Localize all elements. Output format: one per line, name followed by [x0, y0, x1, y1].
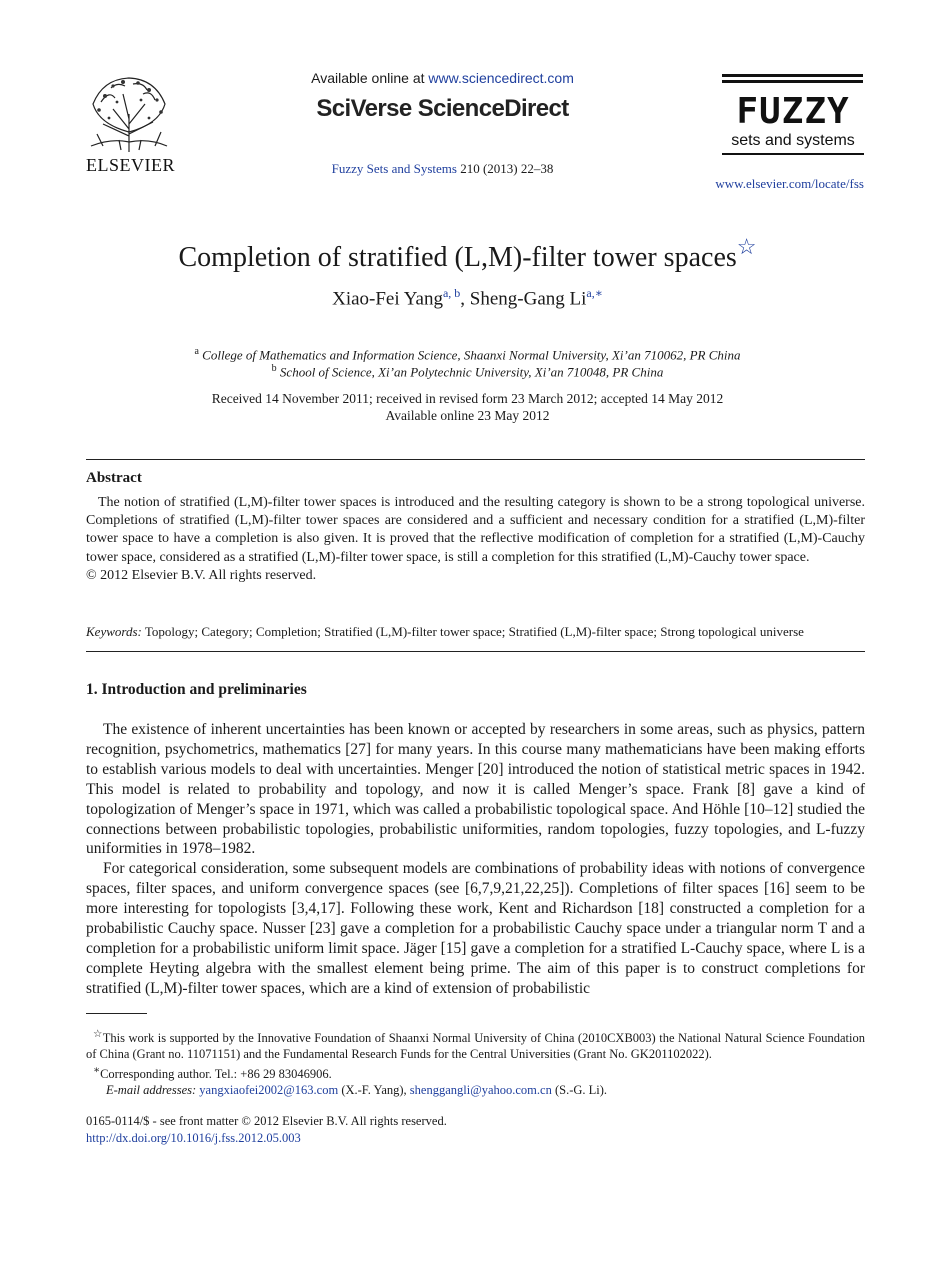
funding-footnote — [86, 1027, 865, 1063]
abstract-body — [86, 494, 865, 585]
author-affiliation-marks[interactable]: a,∗ — [586, 286, 603, 300]
section-heading: 1. Introduction and preliminaries — [86, 681, 307, 698]
corresponding-author-footnote — [86, 1063, 865, 1082]
abstract-copyright: © 2012 Elsevier B.V. All rights reserved. — [86, 567, 317, 583]
front-matter — [86, 1113, 447, 1147]
journal-logo-subtitle: sets and systems — [731, 132, 855, 149]
paragraph: For categorical consideration, some subsequent models are combinations of probability ideas with notions of convergence spaces, filter spaces, and uniform convergence spaces (see [6,7,9,21,22,25]). Completions of filter spaces [16] seem to be more interesting for topologists [3,4,17]. Following these work, Kent and Richardson [18] constructed a completion for a probabilistic Cauchy space. Nusser [23] gave a completion for a probabilistic Cauchy space under a triangular norm T and a completion for a probabilistic uniform limit space. Jäger [15] gave a completion for a stratified L-Cauchy space, where L is a complete Heyting algebra with the smallest element being prime. The aim of this paper is to construct completions for stratified (L,M)-filter tower spaces, which are a kind of extension of probabilistic — [86, 860, 865, 997]
email-footnote — [86, 1082, 865, 1098]
platform-wordmark: SciVerse ScienceDirect — [316, 95, 569, 122]
keywords-bottom-rule — [86, 651, 865, 652]
email-owner: (X.-F. Yang), — [338, 1083, 410, 1098]
affiliation-b — [0, 363, 935, 380]
email-link[interactable]: shenggangli@yahoo.com.cn — [409, 1083, 552, 1098]
section-body — [86, 720, 865, 999]
affiliation-mark: b — [271, 363, 277, 374]
abstract-text: The notion of stratified (L,M)-filter tower spaces is introduced and the resulting category is shown to be a strong topological universe. Completions of stratified (L,M)-filter tower spaces are considered and a sufficient and necessary condition for a stratified (L,M)-filter tower space to have a completion is also given. It is proved that the reflective modification of completion for a stratified (L,M)-Cauchy tower space, considered as a stratified (L,M)-filter tower space, is still a completion for this stratified (L,M)-Cauchy tower space. — [86, 495, 865, 565]
doi-link[interactable]: http://dx.doi.org/10.1016/j.fss.2012.05.003 — [86, 1131, 301, 1145]
article-title-text: Completion of stratified (L,M)-filter tower spaces — [178, 242, 737, 273]
keywords-list: Topology; Category; Completion; Stratified (L,M)-filter tower space; Stratified (L,M)-filter space; Strong topological universe — [141, 624, 804, 639]
article-title — [0, 234, 935, 274]
author-name: Xiao-Fei Yang — [332, 288, 443, 310]
keywords-label: Keywords: — [86, 624, 142, 639]
journal-homepage-link[interactable]: www.elsevier.com/locate/fss — [715, 176, 864, 191]
received-dates: Received 14 November 2011; received in revised form 23 March 2012; accepted 14 May 2012 — [211, 391, 724, 406]
affiliation-mark: a — [194, 346, 199, 357]
footnote-asterisk-icon: ∗ — [93, 1064, 101, 1076]
available-online-date: Available online 23 May 2012 — [385, 408, 550, 423]
abstract-top-rule — [86, 459, 865, 460]
author-affiliation-marks[interactable]: a, b — [442, 286, 461, 300]
title-footnote-star-icon[interactable]: ☆ — [736, 234, 757, 259]
paragraph: The existence of inherent uncertainties has been known or accepted by researchers in some areas, such as physics, pattern recognition, psychometrics, mathematics [27] for many years. In this course many mathematicians have been making efforts to establish various models to deal with uncertainties. Menger [20] introduced the notion of statistical metric spaces in 1942. This model is related to probability and topology, and now it is called Menger’s space. Frank [8] gave a kind of topologization of Menger’s space in 1971, which was called a probabilistic topological space. And Höhle [10–12] studied the connections between probabilistic topologies, probabilistic uniformities, random topologies, fuzzy topologies, and L-fuzzy uniformities in 1978–1982. — [86, 721, 865, 858]
funding-footnote-text: This work is supported by the Innovative Foundation of Shaanxi Normal University of China (2010CXB003) the National Natural Science Foundation of China (Grant no. 11071151) and the Fundamental Research Funds for the Central Universities (Grant No. GK201102022). — [86, 1031, 865, 1062]
email-label: E-mail addresses: — [106, 1083, 197, 1098]
footnote-rule — [86, 1013, 147, 1014]
affiliation-text: School of Science, Xi’an Polytechnic University, Xi’an 710048, PR China — [279, 364, 664, 380]
author-name: Sheng-Gang Li — [469, 288, 587, 310]
affiliation-a — [0, 346, 935, 363]
email-owner: (S.-G. Li). — [551, 1083, 608, 1098]
issn-line: 0165-0114/$ - see front matter © 2012 Elsevier B.V. All rights reserved. — [86, 1114, 447, 1128]
journal-logo-underline — [722, 153, 864, 155]
available-online-prefix: Available online at — [311, 70, 429, 86]
publisher-wordmark: ELSEVIER — [86, 155, 175, 175]
sciencedirect-link[interactable]: www.sciencedirect.com — [428, 70, 574, 86]
abstract-heading: Abstract — [86, 470, 142, 486]
journal-citation — [300, 161, 585, 177]
journal-issue: 210 (2013) 22–38 — [460, 161, 554, 176]
footnotes — [86, 1027, 865, 1099]
keywords — [86, 624, 865, 640]
email-link[interactable]: yangxiaofei2002@163.com — [199, 1083, 339, 1098]
journal-logo-word: FUZZY — [736, 91, 850, 132]
journal-name-link[interactable]: Fuzzy Sets and Systems — [331, 161, 457, 176]
journal-logo-bars — [722, 74, 863, 86]
affiliation-text: College of Mathematics and Information Science, Shaanxi Normal University, Xi’an 710062, PR China — [202, 347, 741, 363]
available-online-line — [300, 70, 585, 86]
author-list: Xiao-Fei Yang$^{a, b}$, Sheng-Gang $Li^{a,∗}$ — [332, 286, 603, 310]
corresponding-author-text: Corresponding author. Tel.: +86 29 83046906. — [100, 1066, 332, 1081]
footnote-star-icon: ☆ — [93, 1029, 103, 1040]
